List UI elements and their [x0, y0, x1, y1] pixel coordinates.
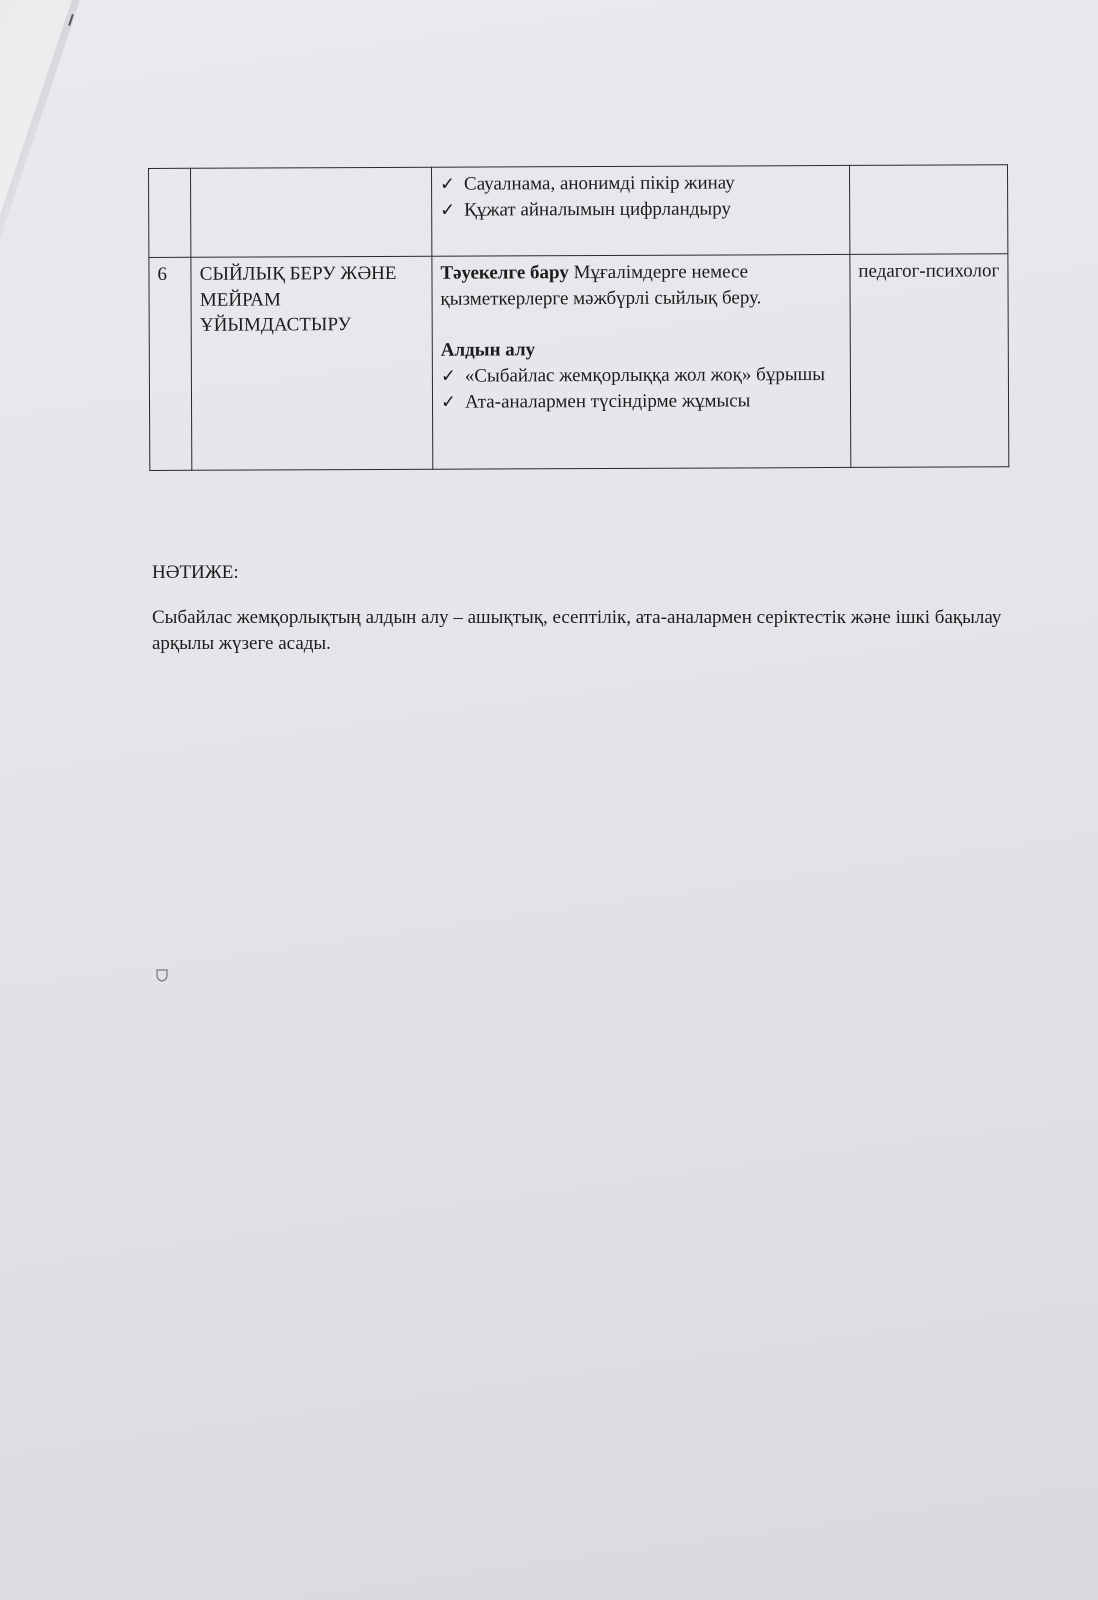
list-item [440, 170, 841, 198]
measures-cell [432, 254, 851, 469]
conclusion-text: Сыбайлас жемқорлықтың алдын алу – ашықтық, есептілік, ата-аналармен серіктестік және ішкі бақылау арқылы жүзеге асады. [152, 606, 1002, 655]
area-cell [191, 167, 432, 257]
risk-description [440, 259, 841, 312]
list-item [440, 196, 841, 224]
check-mark-icon: ✓ [439, 173, 456, 195]
check-item-text: Ата-аналармен түсіндірме жұмысы [464, 390, 751, 413]
folded-page-corner [0, 0, 90, 240]
row-number-cell [149, 168, 192, 257]
row-number-cell: 6 [149, 257, 192, 470]
risk-table [148, 164, 1009, 471]
area-cell: СЫЙЛЫҚ БЕРУ ЖӘНЕ МЕЙРАМ ҰЙЫМДАСТЫРУ [191, 256, 433, 470]
list-item [441, 388, 842, 416]
check-item-text: Сауалнама, анонимді пікір жинау [463, 172, 735, 195]
shield-icon [155, 968, 169, 982]
table-row [149, 165, 1008, 258]
check-mark-icon: ✓ [440, 391, 457, 413]
spacer [441, 310, 842, 338]
conclusion-heading: НӘТИЖЕ: [152, 562, 239, 583]
conclusion-section [152, 560, 1012, 658]
measures-cell [431, 165, 849, 256]
responsible-cell [849, 165, 1008, 255]
list-item [441, 362, 842, 390]
check-mark-icon: ✓ [440, 199, 456, 221]
prevention-label: Алдын алу [440, 339, 536, 362]
check-item-text: «Сыбайлас жемқорлыққа жол жоқ» бұрышы [464, 363, 826, 387]
check-item-text: Құжат айналымын цифрландыру [464, 198, 731, 221]
risk-text: Мұғалімдерге немесе қызметкерлерге мәжбүрлі сыйлық беру. [440, 261, 762, 310]
table-row [149, 254, 1009, 471]
responsible-cell: педагог-психолог [850, 254, 1009, 468]
risk-label: Тәуекелге бару [440, 262, 569, 284]
check-mark-icon: ✓ [440, 365, 457, 387]
